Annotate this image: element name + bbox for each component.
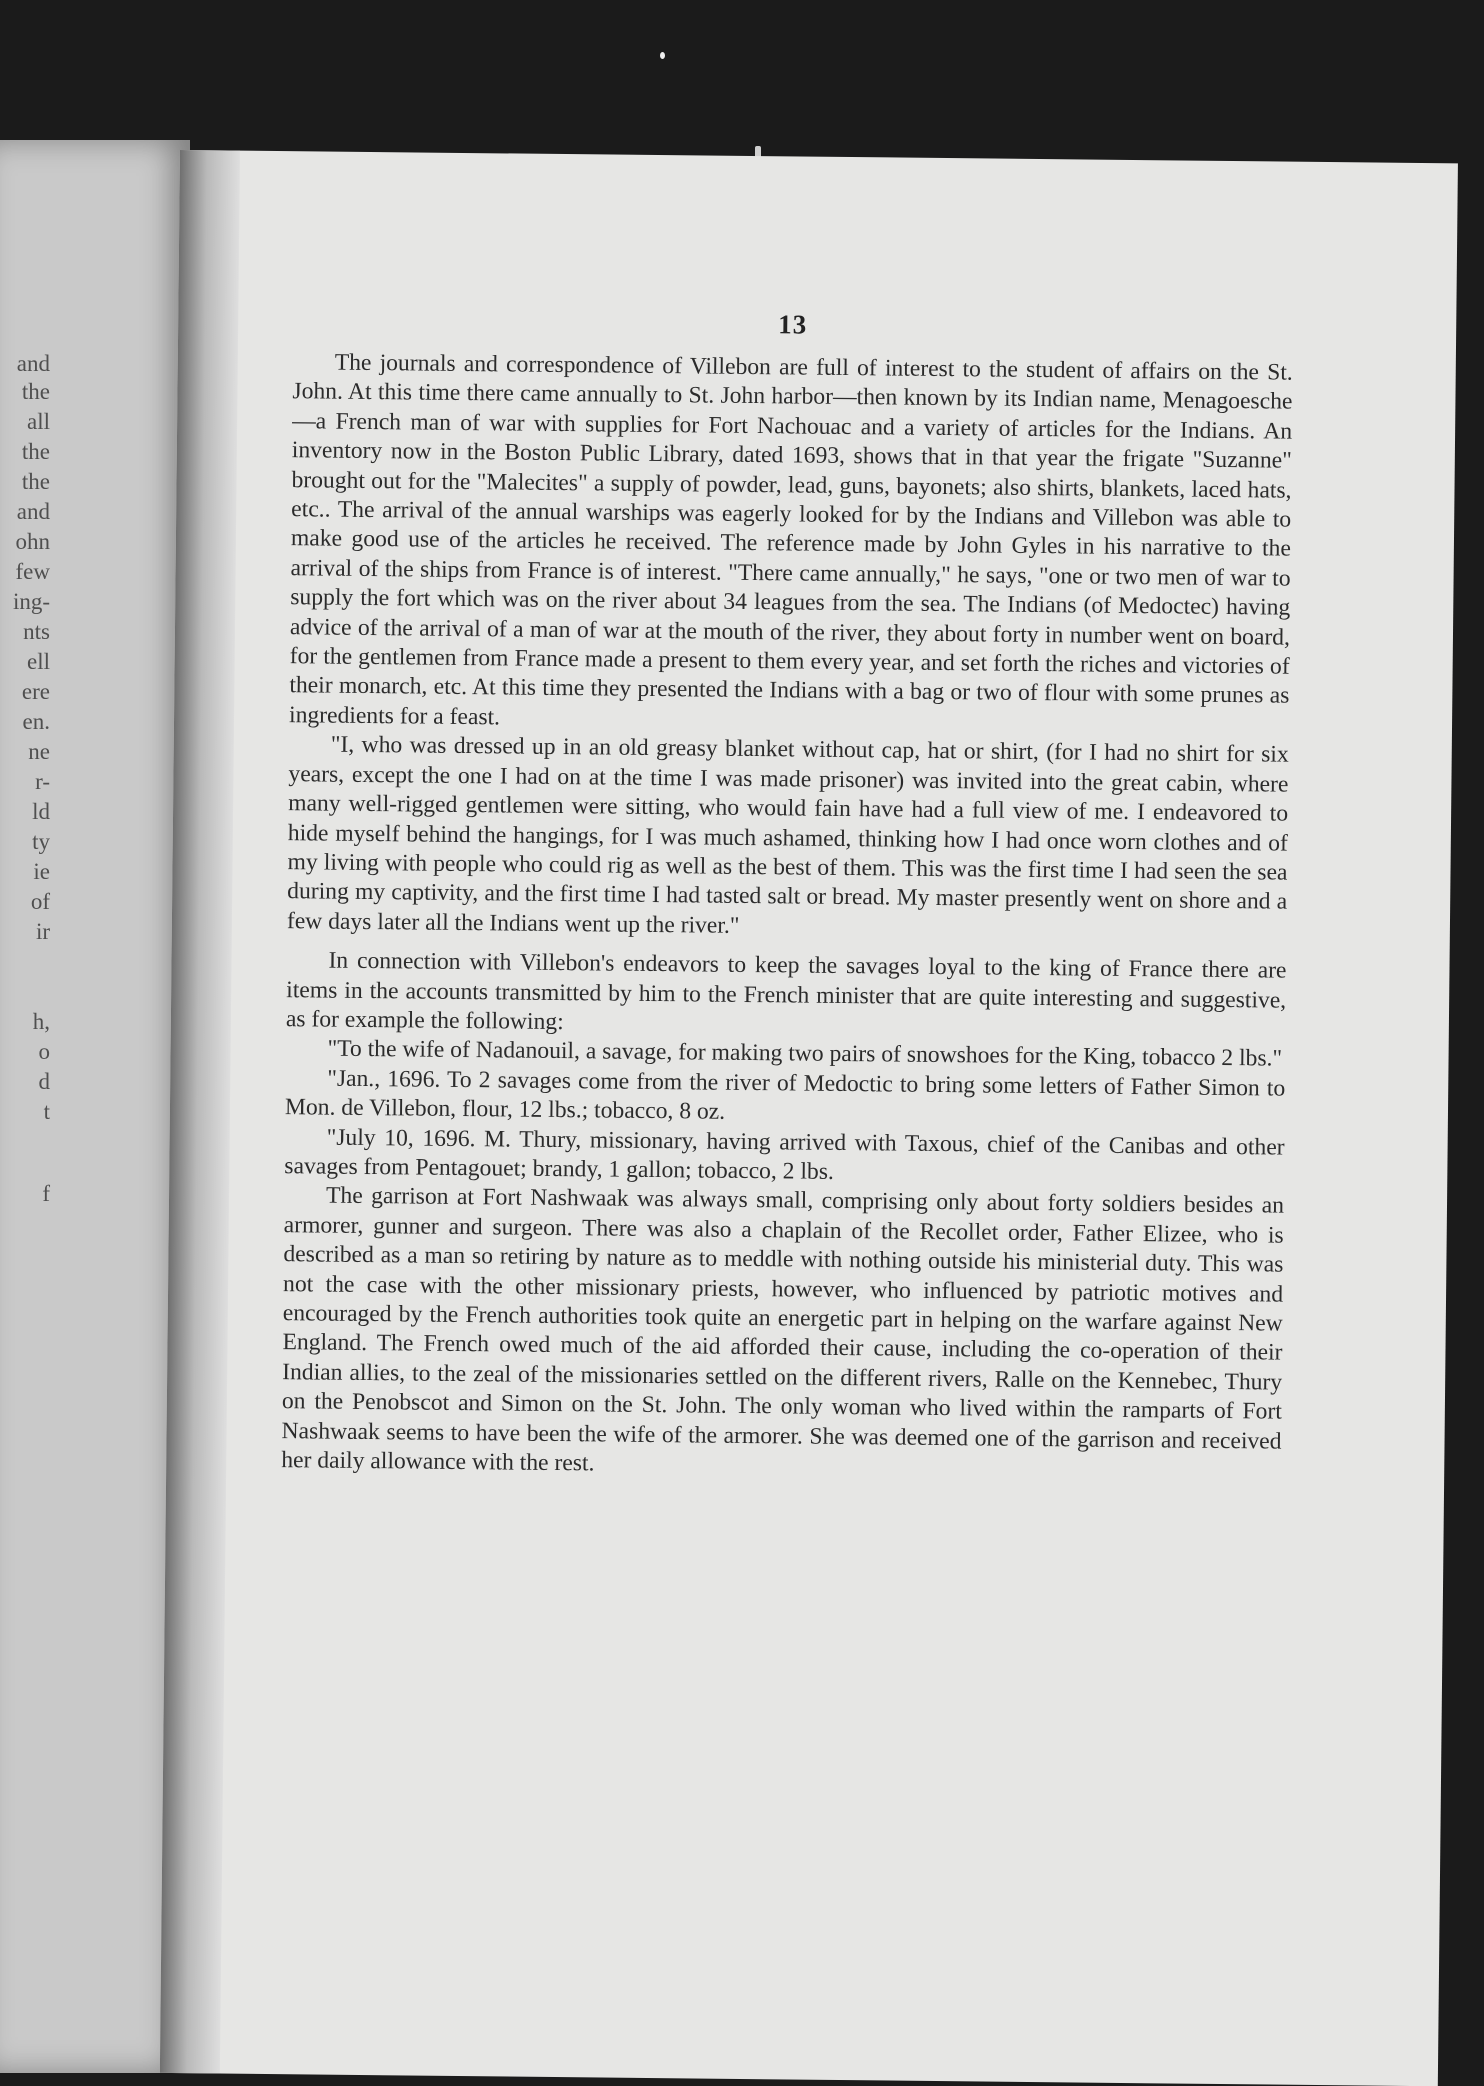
left-page-fragment: ing-: [12, 589, 50, 614]
left-page-fragment: ty: [32, 829, 50, 854]
left-page-fragment: ohn: [15, 529, 50, 554]
left-page-fragment: t: [43, 1099, 50, 1124]
paragraph: The journals and correspondence of Villebon are full of interest to the student of affairs on the St. John. At this time there came annually to St. John harbor—then known by its Indian name, Menagoesche—a French man of war with supplies for Fort Nachouac and a variety of articles for the Indians. An inventory now in the Boston Public Library, dated 1693, shows that in that year the frigate "Suzanne" brought out for the "Malecites" a supply of powder, lead, guns, bayonets; also shirts, blankets, laced hats, etc.. The arrival of the annual warships was eagerly looked for by the Indians and Villebon was able to make good use of the articles he received. The reference made by John Gyles in his narrative to the arrival of the ships from France is of interest. "There came annually," he says, "one or two men of war to supply the fort which was on the river about 34 leagues from the sea. The Indians (of Medoctec) having advice of the arrival of a man of war at the mouth of the river, they about forty in number went on board, for the gentlemen from France made a present to them every year, and set forth the riches and victories of their monarch, etc. At this time they presented the Indians with a bag or two of flour with some prunes as ingredients for a feast.: [288, 349, 1293, 731]
paragraph: In connection with Villebon's endeavors to keep the savages loyal to the king of France there are items in the accounts transmitted by him to the French minister that are quite interesting and suggestive, as for example the following:: [285, 947, 1287, 1036]
left-page-fragment: and: [16, 351, 50, 376]
left-page-fragment: the: [21, 469, 50, 494]
paragraph: The garrison at Fort Nashwaak was always small, comprising only about forty soldiers besides an armorer, gunner and surgeon. There was also a chaplain of the Recollet order, Father Elizee, who is described as a man so retiring by nature as to meddle with nothing outside his ministerial duty. This was not the case with the other missionary priests, however, who influenced by patriotic motives and encouraged by the French authorities took quite an energetic part in helping on the warfare against New England. The French owed much of the aid afforded their cause, including the co-operation of their Indian allies, to the zeal of the missionaries settled on the different rivers, Ralle on the Kennebec, Thury on the Penobscot and Simon on the St. John. The only woman who lived within the ramparts of Fort Nashwaak seems to have been the wife of the armorer. She was deemed one of the garrison and received her daily allowance with the rest.: [281, 1182, 1285, 1477]
left-page-fragment: ell: [27, 649, 50, 674]
page-text: [281, 348, 1293, 1486]
left-page-fragment: ne: [28, 739, 50, 764]
paragraph: "To the wife of Nadanouil, a savage, for making two pairs of snowshoes for the King, tobacco 2 lbs.": [327, 1035, 1283, 1072]
left-page-fragment: the: [21, 379, 50, 404]
left-page-fragment: r-: [35, 769, 50, 794]
paragraph: "July 10, 1696. M. Thury, missionary, having arrived with Taxous, chief of the Canibas and other savages from Pentagouet; brandy, 1 gallon; tobacco, 2 lbs.: [284, 1124, 1285, 1185]
paragraph: "Jan., 1696. To 2 savages come from the river of Medoctic to bring some letters of Father Simon to Mon. de Villebon, flour, 12 lbs.; tobacco, 8 oz.: [284, 1065, 1286, 1125]
left-page-fragment: f: [42, 1181, 50, 1206]
left-page-fragment: all: [27, 409, 50, 434]
left-page-fragment: of: [30, 889, 50, 914]
left-page-fragment: ir: [35, 919, 50, 944]
paragraph: "I, who was dressed up in an old greasy blanket without cap, hat or shirt, (for I had no shirt for six years, except the one I had on at the time I was made prisoner) was invited into the great cabin, where many well-rigged gentlemen were sitting, who would fain have had a full view of me. I endeavored to hide myself behind the hangings, for I was much ashamed, thinking how I had once worn clothes and of my living with people who could rig as well as the best of them. This was the first time I had seen the sea during my captivity, and the first time I had tasted salt or bread. My master presently went on shore and a few days later all the Indians went up the river.": [286, 731, 1289, 939]
right-page: [160, 150, 1458, 2086]
scan-speck: [660, 52, 665, 59]
left-page-fragment: h,: [32, 1009, 50, 1034]
left-page-fragment: nts: [23, 619, 50, 644]
left-page-fragment: and: [16, 499, 50, 524]
left-page-fragment: o: [38, 1039, 50, 1064]
left-page-fragment: few: [15, 559, 50, 584]
left-page: [0, 140, 190, 2073]
left-page-fragment: ere: [21, 679, 50, 704]
left-page-fragment: d: [38, 1069, 50, 1094]
left-page-fragment: ie: [33, 859, 50, 884]
left-page-fragment: ld: [32, 799, 50, 824]
left-page-fragment: en.: [22, 709, 50, 734]
left-page-fragment: the: [21, 439, 50, 464]
page-number: 13: [778, 309, 808, 340]
